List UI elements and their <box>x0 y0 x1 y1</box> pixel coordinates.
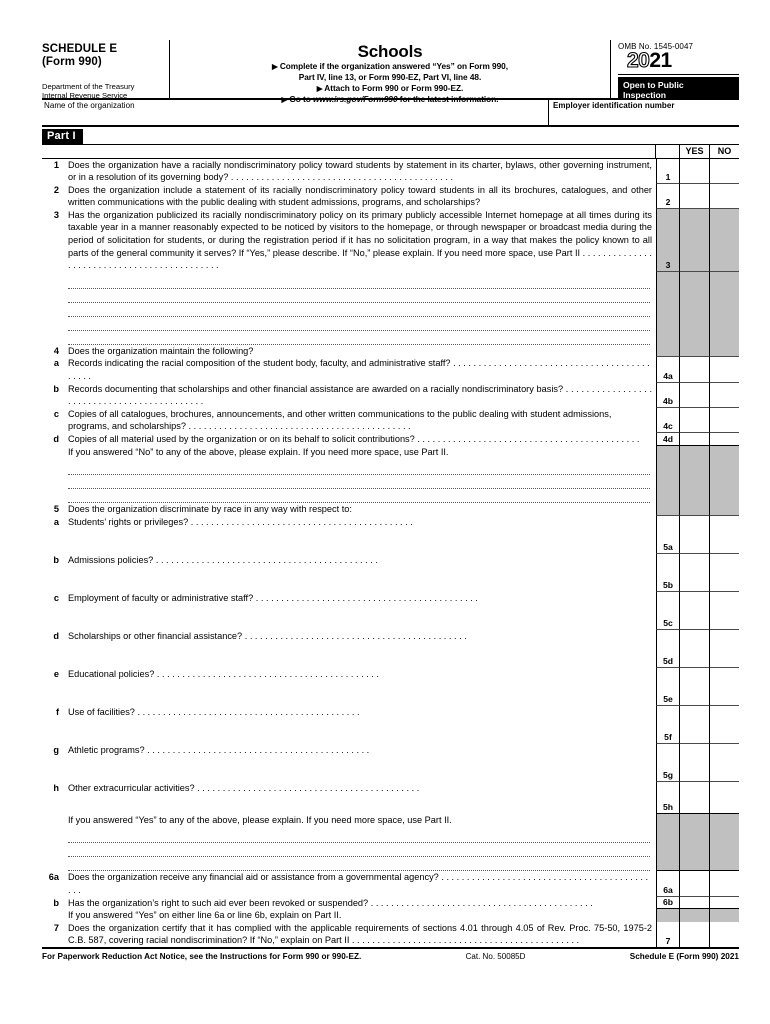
question-5b-answer-cells <box>656 554 739 592</box>
question-5b-letter: b <box>53 554 59 565</box>
question-6b-text: Has the organization’s right to such aid ever been revoked or suspended? . . <box>68 897 652 910</box>
question-6a-yes-box[interactable] <box>679 871 709 896</box>
note-indent-spacer <box>42 909 68 922</box>
question-row-5c <box>42 592 739 630</box>
shaded-cell <box>656 503 679 516</box>
shaded-cell <box>679 272 709 345</box>
question-5h-text: Other extracurricular activities? . . <box>68 782 652 795</box>
question-4c-letter: c <box>53 408 59 419</box>
question-4a-letter: a <box>53 358 59 369</box>
question-5-number: 5 <box>53 504 59 515</box>
question-5c-answer-cells <box>656 592 739 630</box>
question-3-text-area <box>42 209 656 272</box>
question-5d-letter: d <box>53 630 59 641</box>
question-5a-text: Students’ rights or privileges? . . <box>68 516 652 529</box>
part-one-title <box>83 129 739 144</box>
header-right-block <box>611 40 739 98</box>
question-4-note-text: If you answered “No” to any of the above, please explain. If you need more space, use Part II. <box>68 446 449 457</box>
question-5-heading-cells <box>656 503 739 516</box>
question-5e-no-box[interactable] <box>709 668 739 706</box>
question-5c-label: 5c <box>656 592 679 630</box>
question-6b-answer-cells <box>656 897 739 910</box>
question-5g-text: Athletic programs? . . <box>68 744 652 757</box>
question-1-number: 1 <box>53 159 59 170</box>
question-4b-text-area <box>42 383 656 408</box>
catalog-number: Cat. No. 50085D <box>465 951 526 961</box>
shaded-cell <box>656 909 679 922</box>
department-line-1: Department of the Treasury <box>42 82 135 91</box>
question-3-explanation-area <box>42 272 656 345</box>
question-5c-letter: c <box>53 592 59 603</box>
question-4b-text: Records documenting that scholarships and other financial assistance are awarded on a racially nondiscriminatory basis? . . <box>68 383 652 408</box>
question-5-heading-area <box>42 503 656 516</box>
question-4a-text: Records indicating the racial composition of the student body, faculty, and administrative staff? . . <box>68 357 652 382</box>
question-5a-letter: a <box>53 516 59 527</box>
question-5d-yes-box[interactable] <box>679 630 709 668</box>
question-4-text: Does the organization maintain the following? <box>68 345 254 356</box>
question-5e <box>42 668 652 681</box>
question-4d-yes-box[interactable] <box>679 433 709 446</box>
question-1-no-box[interactable] <box>709 159 739 184</box>
question-5c-text-area <box>42 592 656 630</box>
shaded-cell <box>709 503 739 516</box>
question-5-note-rows <box>42 814 739 872</box>
question-1-label: 1 <box>656 159 679 184</box>
question-1-text-area <box>42 159 656 184</box>
question-4d-text: Copies of all material used by the organization or on its behalf to solicit contributions? . . <box>68 433 652 446</box>
question-3-number: 3 <box>53 209 59 220</box>
question-3-text: Has the organization publicized its racially nondiscriminatory policy on its primary publicly accessible Internet homepage at all times during its taxable year in a manner reasonably expected to be noticed by visitors to the homepage, or through newspaper or broadcast media during the period of solicitation for students, or during the registration period if it has no solicitation program, in a way that makes the policy known to all parts of the general community it serves? If “Yes,” please describe. If “No,” please explain. If you need more space, use Part II . . <box>68 209 652 272</box>
question-6b-label: 6b <box>656 897 679 910</box>
instruction-line-3 <box>174 83 606 94</box>
question-5e-text-area <box>42 668 656 706</box>
question-5a-no-box[interactable] <box>709 516 739 554</box>
question-4-heading <box>42 345 652 358</box>
question-5a-text-area <box>42 516 656 554</box>
question-6b-text-area <box>42 897 656 910</box>
question-5f-letter: f <box>55 706 59 717</box>
question-4a <box>42 357 652 382</box>
organization-name-field[interactable] <box>42 100 549 125</box>
question-2-text: Does the organization include a statement of its racially nondiscriminatory policy toward students in all its brochures, catalogues, and other written communications with the public dealing with student admissions, programs, and scholarships? <box>68 184 652 208</box>
questions-grid <box>42 145 739 949</box>
note-indent-spacer <box>42 814 68 827</box>
question-row-4-heading <box>42 345 739 358</box>
question-5d-label: 5d <box>656 630 679 668</box>
question-4c-answer-cells <box>656 408 739 433</box>
form-title: Schools <box>357 42 423 61</box>
question-5d <box>42 630 652 643</box>
question-7-text: Does the organization certify that it has complied with the applicable requirements of sections 4.01 through 4.05 of Rev. Proc. 75-50, 1975-2 C.B. 587, covering racial nondiscrimination? If “No,” explain on Part II . . . <box>68 922 652 947</box>
question-6-note-row <box>42 909 739 922</box>
yesno-column-header <box>42 145 739 159</box>
question-5f-no-box[interactable] <box>709 706 739 744</box>
question-4b-label: 4b <box>656 383 679 408</box>
tax-year-century: 20 <box>627 49 650 72</box>
question-5-note-area <box>42 814 656 872</box>
question-5d-answer-cells <box>656 630 739 668</box>
shaded-cell <box>656 345 679 358</box>
question-5g <box>42 744 652 757</box>
shaded-cell <box>656 446 679 504</box>
explanation-line[interactable] <box>68 461 650 475</box>
right-arrow-icon: ▶ <box>316 83 323 93</box>
question-1 <box>42 159 652 184</box>
question-5d-text-area <box>42 630 656 668</box>
tax-year-short: 21 <box>649 49 672 72</box>
question-6b-yes-box[interactable] <box>679 897 709 910</box>
right-arrow-icon: ▶ <box>281 95 288 105</box>
question-6a-number: 6a <box>48 872 59 883</box>
question-6b-letter: b <box>53 897 59 908</box>
department-block <box>42 82 163 100</box>
question-6-note-text: If you answered “Yes” on either line 6a or line 6b, explain on Part II. <box>68 910 342 921</box>
question-5e-letter: e <box>53 668 59 679</box>
shaded-cell <box>679 503 709 516</box>
question-5f-text: Use of facilities? . . <box>68 706 652 719</box>
shaded-cell <box>709 814 739 872</box>
question-3-explanation-cells <box>656 272 739 345</box>
note-indent-spacer <box>42 446 68 459</box>
right-arrow-icon: ▶ <box>271 62 278 71</box>
question-5f <box>42 706 652 719</box>
question-row-4a <box>42 357 739 382</box>
question-3-explanation-rows <box>42 272 739 345</box>
question-5e-label: 5e <box>656 668 679 706</box>
question-6a <box>42 871 652 896</box>
explanation-line[interactable] <box>68 843 650 857</box>
schedule-title: SCHEDULE E <box>42 43 118 55</box>
tax-year <box>627 50 672 72</box>
question-2-text-area <box>42 184 656 209</box>
question-4-note-rows <box>42 446 739 504</box>
organization-name-label: Name of the organization <box>44 101 135 110</box>
question-7-text-area <box>42 922 656 947</box>
question-5-note-text: If you answered “Yes” to any of the above, please explain. If you need more space, use Part II. <box>68 814 452 825</box>
question-4d-answer-cells <box>656 433 739 446</box>
question-row-4b <box>42 383 739 408</box>
question-5a-yes-box[interactable] <box>679 516 709 554</box>
explanation-line[interactable] <box>68 289 650 303</box>
shaded-cell <box>679 446 709 504</box>
question-4b-letter: b <box>53 383 59 394</box>
question-4d <box>42 433 652 446</box>
question-5h-answer-cells <box>656 782 739 814</box>
omb-number: OMB No. 1545-0047 <box>618 42 694 51</box>
question-4-note-area <box>42 446 656 504</box>
question-2-no-box[interactable] <box>709 184 739 209</box>
question-2-answer-cells <box>656 184 739 209</box>
question-row-5e <box>42 668 739 706</box>
question-5g-yes-box[interactable] <box>679 744 709 782</box>
question-row-5-heading <box>42 503 739 516</box>
question-7-yes-box[interactable] <box>679 922 709 947</box>
question-row-3 <box>42 209 739 272</box>
question-5f-label: 5f <box>656 706 679 744</box>
question-5a-label: 5a <box>656 516 679 554</box>
question-5-text: Does the organization discriminate by race in any way with respect to: <box>68 504 352 515</box>
question-5g-text-area <box>42 744 656 782</box>
goto-prefix: Go to <box>289 94 314 105</box>
question-row-5h <box>42 782 739 814</box>
question-5e-yes-box[interactable] <box>679 668 709 706</box>
tax-year-box <box>618 49 739 75</box>
question-5g-no-box[interactable] <box>709 744 739 782</box>
question-6b <box>42 897 652 910</box>
shaded-cell <box>679 814 709 872</box>
question-4c-text: Copies of all catalogues, brochures, announcements, and other written communications to the public dealing with student admissions, programs, and scholarships? . . <box>68 408 652 433</box>
question-5-explanation-lines <box>42 826 652 871</box>
question-5e-text: Educational policies? . . <box>68 668 652 681</box>
explanation-line[interactable] <box>68 857 650 871</box>
explanation-line[interactable] <box>68 829 650 843</box>
question-5b-yes-box[interactable] <box>679 554 709 592</box>
shaded-cell <box>709 345 739 358</box>
question-4a-label: 4a <box>656 357 679 382</box>
explanation-line[interactable] <box>68 331 650 345</box>
question-4d-label: 4d <box>656 433 679 446</box>
question-5b-no-box[interactable] <box>709 554 739 592</box>
question-5h-yes-box[interactable] <box>679 782 709 814</box>
question-row-7 <box>42 922 739 947</box>
open-to-public-line-1: Open to Public <box>623 79 684 90</box>
question-5g-letter: g <box>53 744 59 755</box>
question-4c-text-area <box>42 408 656 433</box>
question-5g-answer-cells <box>656 744 739 782</box>
question-4a-yes-box[interactable] <box>679 357 709 382</box>
question-4a-answer-cells <box>656 357 739 382</box>
question-row-4d <box>42 433 739 446</box>
question-6a-text-area <box>42 871 656 896</box>
question-4c-label: 4c <box>656 408 679 433</box>
question-2 <box>42 184 652 209</box>
explanation-line[interactable] <box>68 475 650 489</box>
question-5b-label: 5b <box>656 554 679 592</box>
question-5h-no-box[interactable] <box>709 782 739 814</box>
department-line-2: Internal Revenue Service <box>42 91 128 101</box>
question-5h-letter: h <box>53 782 59 793</box>
question-4-number: 4 <box>53 345 59 356</box>
question-1-text: Does the organization have a racially nondiscriminatory policy toward students by statement in its charter, bylaws, other governing instrument, or in a resolution of its governing body? . . <box>68 159 652 184</box>
question-row-6b <box>42 897 739 910</box>
question-row-5f <box>42 706 739 744</box>
question-3-yes-shaded <box>679 209 709 272</box>
question-5-heading <box>42 503 652 516</box>
question-5a-answer-cells <box>656 516 739 554</box>
header-left-block <box>42 40 170 101</box>
ein-label: Employer identification number <box>553 101 675 110</box>
instruction-line-1-text: Complete if the organization answered “Yes” on Form 990, <box>279 61 508 71</box>
question-5b <box>42 554 652 567</box>
question-6a-label: 6a <box>656 871 679 896</box>
form-header <box>42 40 739 105</box>
question-5f-yes-box[interactable] <box>679 706 709 744</box>
ein-field[interactable] <box>549 100 739 125</box>
question-row-6a <box>42 871 739 896</box>
question-5a <box>42 516 652 529</box>
form-identifier: Schedule E (Form 990) 2021 <box>629 951 739 961</box>
yes-column-header: YES <box>679 145 709 158</box>
question-4c-yes-box[interactable] <box>679 408 709 433</box>
question-4b-no-box[interactable] <box>709 383 739 408</box>
open-to-public-badge <box>618 77 739 99</box>
question-4b <box>42 383 652 408</box>
instruction-line-3-text: Attach to Form 990 or Form 990-EZ. <box>324 82 464 93</box>
question-4-heading-cells <box>656 345 739 358</box>
question-row-2 <box>42 184 739 209</box>
question-5d-no-box[interactable] <box>709 630 739 668</box>
question-7-no-box[interactable] <box>709 922 739 947</box>
form-sheet <box>42 40 739 961</box>
shaded-cell <box>656 814 679 872</box>
shaded-cell <box>656 272 679 345</box>
header-spacer <box>42 145 655 158</box>
question-4b-answer-cells <box>656 383 739 408</box>
question-5d-text: Scholarships or other financial assistance? . . <box>68 630 652 643</box>
question-6-note-area <box>42 909 656 922</box>
question-7-answer-cells <box>656 922 739 947</box>
shaded-cell <box>709 446 739 504</box>
question-5h <box>42 782 652 795</box>
question-2-label: 2 <box>656 184 679 209</box>
shaded-cell <box>679 345 709 358</box>
question-1-yes-box[interactable] <box>679 159 709 184</box>
header-center-block <box>170 40 611 105</box>
question-6-note-cells <box>656 909 739 922</box>
open-to-public-line-2: Inspection <box>623 90 666 100</box>
shaded-cell <box>709 272 739 345</box>
question-4d-no-box[interactable] <box>709 433 739 446</box>
question-row-5g <box>42 744 739 782</box>
question-row-5a <box>42 516 739 554</box>
explanation-line[interactable] <box>68 303 650 317</box>
question-7 <box>42 922 652 947</box>
question-5h-text-area <box>42 782 656 814</box>
question-5-note <box>42 814 652 827</box>
question-4a-text-area <box>42 357 656 382</box>
question-6b-no-box[interactable] <box>709 897 739 910</box>
explanation-line[interactable] <box>68 275 650 289</box>
question-4c-no-box[interactable] <box>709 408 739 433</box>
question-5f-text-area <box>42 706 656 744</box>
question-4a-no-box[interactable] <box>709 357 739 382</box>
question-5b-text-area <box>42 554 656 592</box>
question-5h-label: 5h <box>656 782 679 814</box>
question-4-explanation-lines <box>42 458 652 503</box>
organization-identity-row <box>42 100 739 127</box>
explanation-line[interactable] <box>68 317 650 331</box>
instruction-line-2: Part IV, line 13, or Form 990-EZ, Part VI, line 48. <box>298 72 482 83</box>
paperwork-notice: For Paperwork Reduction Act Notice, see the Instructions for Form 990 or 990-EZ. <box>42 951 362 961</box>
question-row-5d <box>42 630 739 668</box>
shaded-cell <box>679 909 709 922</box>
part-one-tag: Part I <box>42 129 83 144</box>
question-row-1 <box>42 159 739 184</box>
question-7-label: 7 <box>656 922 679 947</box>
form-footer <box>42 949 739 961</box>
question-3 <box>42 209 652 272</box>
irs-url-link[interactable]: www.irs.gov/Form990 <box>313 94 398 105</box>
question-5c <box>42 592 652 605</box>
question-row-5b <box>42 554 739 592</box>
question-5f-answer-cells <box>656 706 739 744</box>
question-5b-text: Admissions policies? . . <box>68 554 652 567</box>
schedule-form-number: (Form 990) <box>42 56 102 68</box>
explanation-line[interactable] <box>68 489 650 503</box>
question-5c-no-box[interactable] <box>709 592 739 630</box>
question-4-note-cells <box>656 446 739 504</box>
question-4d-text-area <box>42 433 656 446</box>
instruction-line-1 <box>174 61 606 72</box>
question-7-number: 7 <box>53 922 59 933</box>
question-2-number: 2 <box>53 184 59 195</box>
question-4-note <box>42 446 652 459</box>
question-5-note-cells <box>656 814 739 872</box>
question-3-no-shaded <box>709 209 739 272</box>
question-4d-letter: d <box>53 434 59 444</box>
question-1-answer-cells <box>656 159 739 184</box>
no-column-header: NO <box>709 145 739 158</box>
header-label-spacer <box>655 145 679 158</box>
question-6a-text: Does the organization receive any financial aid or assistance from a governmental agency? . . <box>68 871 652 896</box>
shaded-cell <box>709 909 739 922</box>
question-6a-answer-cells <box>656 871 739 896</box>
question-4-heading-area <box>42 345 656 358</box>
question-5e-answer-cells <box>656 668 739 706</box>
question-2-yes-box[interactable] <box>679 184 709 209</box>
goto-suffix: for the latest information. <box>397 94 499 105</box>
question-6-note <box>42 909 652 922</box>
part-one-header <box>42 129 739 145</box>
question-3-label: 3 <box>656 209 679 272</box>
question-4b-yes-box[interactable] <box>679 383 709 408</box>
question-3-answer-cells <box>656 209 739 272</box>
question-5g-label: 5g <box>656 744 679 782</box>
question-5c-yes-box[interactable] <box>679 592 709 630</box>
question-4c <box>42 408 652 433</box>
question-6a-no-box[interactable] <box>709 871 739 896</box>
question-row-4c <box>42 408 739 433</box>
question-5c-text: Employment of faculty or administrative staff? . . <box>68 592 652 605</box>
